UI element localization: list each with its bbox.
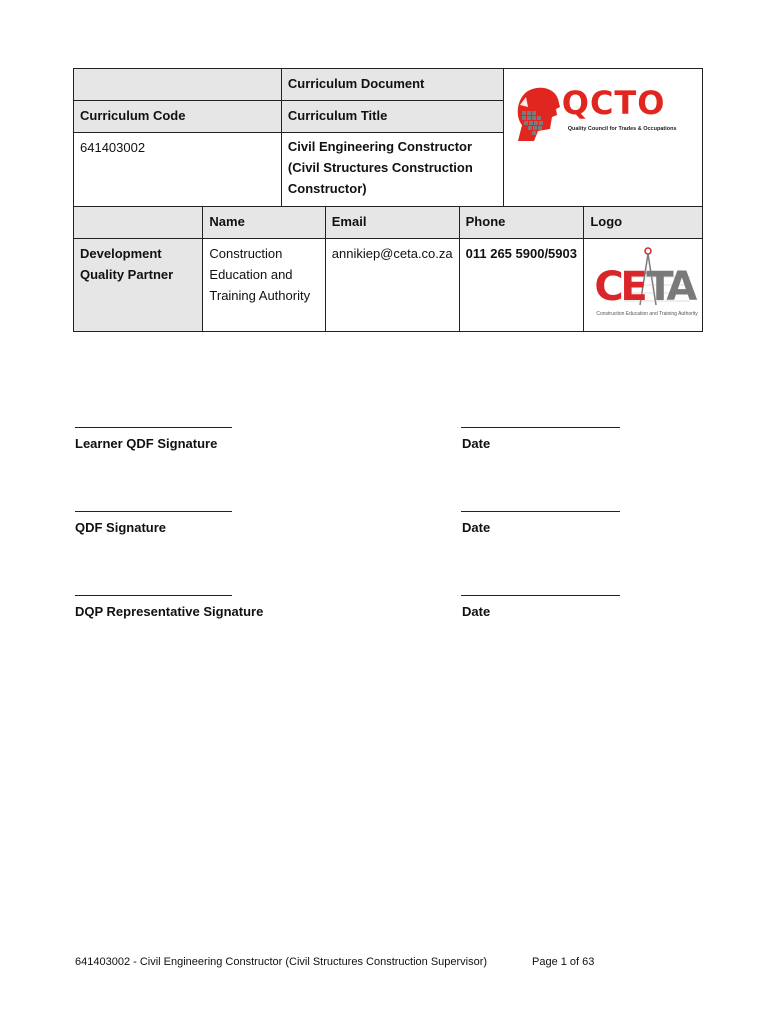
curriculum-code-value: 641403002 xyxy=(80,140,146,155)
curriculum-code-label: Curriculum Code xyxy=(80,108,186,123)
logo-header: Logo xyxy=(590,214,623,229)
qdf-date-line xyxy=(461,511,620,512)
qdf-date-label: Date xyxy=(462,520,491,535)
curriculum-title-label: Curriculum Title xyxy=(287,108,388,123)
code-label-cell xyxy=(74,101,282,133)
curriculum-header-table xyxy=(73,68,703,207)
dqp-name-line: Construction xyxy=(209,246,283,261)
email-header: Email xyxy=(331,214,367,229)
qcto-logo-cell xyxy=(503,69,702,207)
dqp-name-line: Education and xyxy=(209,267,293,282)
dqp-signature-label: DQP Representative Signature xyxy=(75,604,264,619)
email-header-cell xyxy=(325,207,459,239)
title-value-cell xyxy=(281,133,503,207)
footer-page-number: Page 1 of 63 xyxy=(532,956,595,968)
ceta-tagline: Construction Education and Training Authority xyxy=(596,311,698,317)
logo-header-cell xyxy=(584,207,703,239)
dqp-table xyxy=(73,206,703,332)
qcto-tagline: Quality Council for Trades & Occupations xyxy=(567,126,677,132)
phone-header: Phone xyxy=(465,214,506,229)
qcto-logo xyxy=(514,85,694,141)
dqp-signature-line xyxy=(75,595,232,596)
dqp-label-cell xyxy=(74,239,203,332)
header-blank-cell xyxy=(74,69,282,101)
dqp-label-line: Development xyxy=(80,246,162,261)
title-line: (Civil Structures Construction xyxy=(287,160,473,175)
code-value-cell xyxy=(74,133,282,207)
name-header: Name xyxy=(209,214,245,229)
title-line: Civil Engineering Constructor xyxy=(287,139,473,154)
doc-title: Curriculum Document xyxy=(287,76,425,91)
learner-date-label: Date xyxy=(462,436,491,451)
phone-header-cell xyxy=(459,207,584,239)
dqp-phone: 011 265 5900/5903 xyxy=(465,246,577,261)
ceta-letter-t: T xyxy=(646,264,674,310)
learner-date-line xyxy=(461,427,620,428)
dqp-email-cell xyxy=(325,239,459,332)
dqp-email: annikiep@ceta.co.za xyxy=(331,246,453,261)
qcto-wordmark: QCTO xyxy=(561,84,666,122)
ceta-letter-e: E xyxy=(620,264,648,310)
dqp-date-line xyxy=(461,595,620,596)
dqp-name-line: Training Authority xyxy=(209,288,311,303)
qdf-signature-line xyxy=(75,511,232,512)
dqp-phone-cell xyxy=(459,239,584,332)
dqp-name-cell xyxy=(203,239,325,332)
dqp-logo-cell xyxy=(584,239,703,332)
dqp-date-label: Date xyxy=(462,604,491,619)
title-label-cell xyxy=(281,101,503,133)
footer-document-name: 641403002 - Civil Engineering Constructor (Civil Structures Construction Supervisor) xyxy=(75,956,488,968)
doc-title-cell xyxy=(281,69,503,101)
dqp-header-blank xyxy=(74,207,203,239)
ceta-letter-c: C xyxy=(594,264,624,310)
ceta-logo xyxy=(594,245,698,325)
learner-signature-label: Learner QDF Signature xyxy=(75,436,218,451)
name-header-cell xyxy=(203,207,325,239)
title-line: Constructor) xyxy=(287,181,367,196)
ceta-letter-a: A xyxy=(666,264,698,310)
learner-signature-line xyxy=(75,427,232,428)
qdf-signature-label: QDF Signature xyxy=(75,520,167,535)
dqp-label-line: Quality Partner xyxy=(80,267,174,282)
